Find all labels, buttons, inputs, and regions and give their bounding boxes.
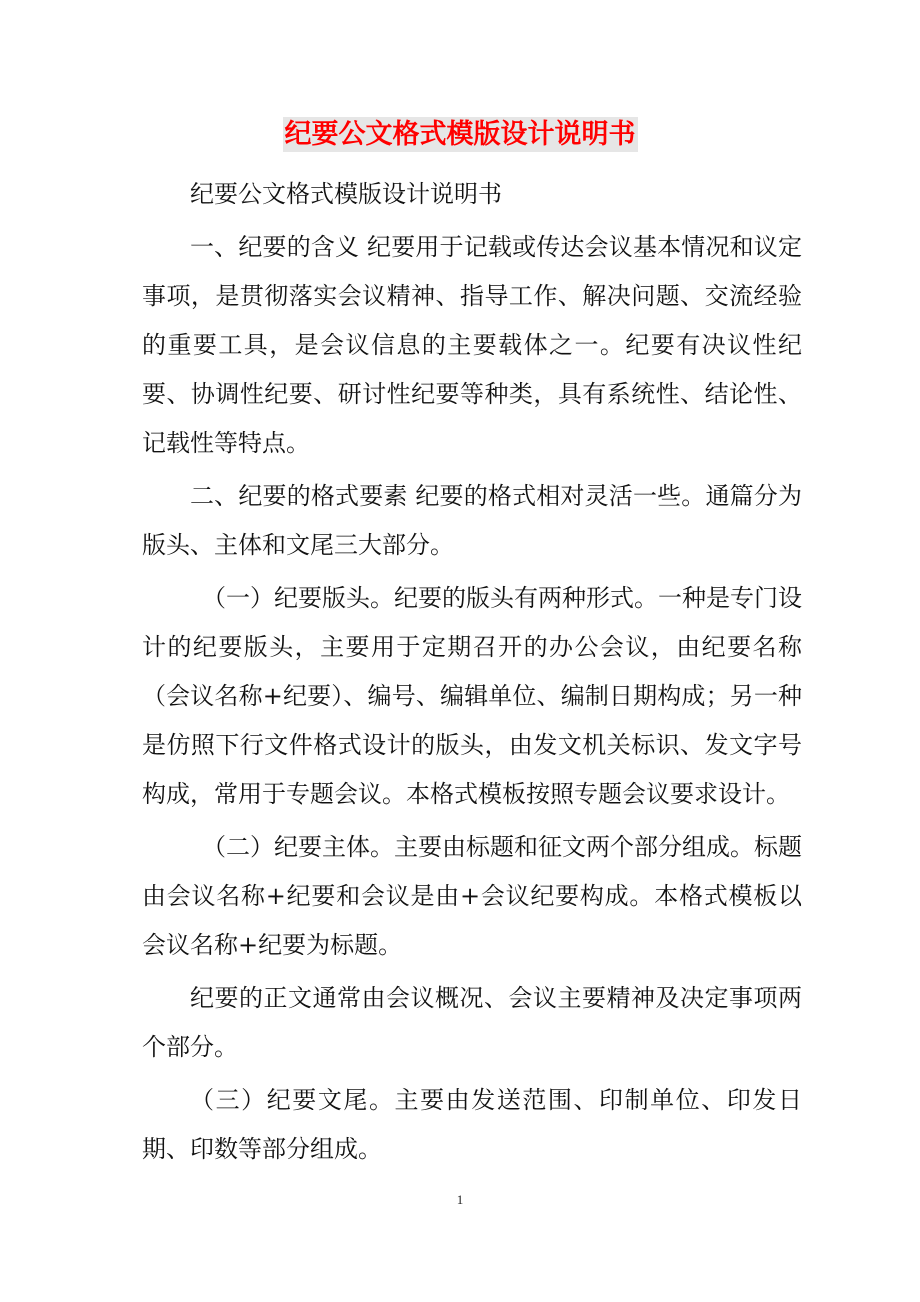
document-body [142,170,802,1178]
document-title [0,115,920,155]
document-title-text: 纪要公文格式模版设计说明书 [284,119,636,150]
paragraph-main-section: （二）纪要主体。主要由标题和征文两个部分组成。标题由会议名称+纪要和会议是由+会议纪要构成。本格式模板以会议名称+纪要为标题。 [142,833,802,959]
paragraph-format-elements: 二、纪要的格式要素 纪要的格式相对灵活一些。通篇分为版头、主体和文尾三大部分。 [142,482,802,559]
page-number: 1 [456,1192,464,1207]
paragraph-header-section: （一）纪要版头。纪要的版头有两种形式。一种是专门设计的纪要版头，主要用于定期召开的办公会议，由纪要名称（会议名称+纪要）、编号、编辑单位、编制日期构成；另一种是仿照下行文件格式设计的版头，由发文机关标识、发文字号构成，常用于专题会议。本格式模板按照专题会议要求设计。 [142,584,802,808]
paragraph-body-content: 纪要的正文通常由会议概况、会议主要精神及决定事项两个部分。 [142,984,802,1061]
paragraph-footer-section: （三）纪要文尾。主要由发送范围、印制单位、印发日期、印数等部分组成。 [142,1086,802,1163]
paragraph-heading: 纪要公文格式模版设计说明书 [190,180,502,208]
paragraph-definition: 一、纪要的含义 纪要用于记载或传达会议基本情况和议定事项，是贯彻落实会议精神、指导工作、解决问题、交流经验的重要工具，是会议信息的主要载体之一。纪要有决议性纪要、协调性纪要、研讨性纪要等种类，具有系统性、结论性、记载性等特点。 [142,233,802,457]
